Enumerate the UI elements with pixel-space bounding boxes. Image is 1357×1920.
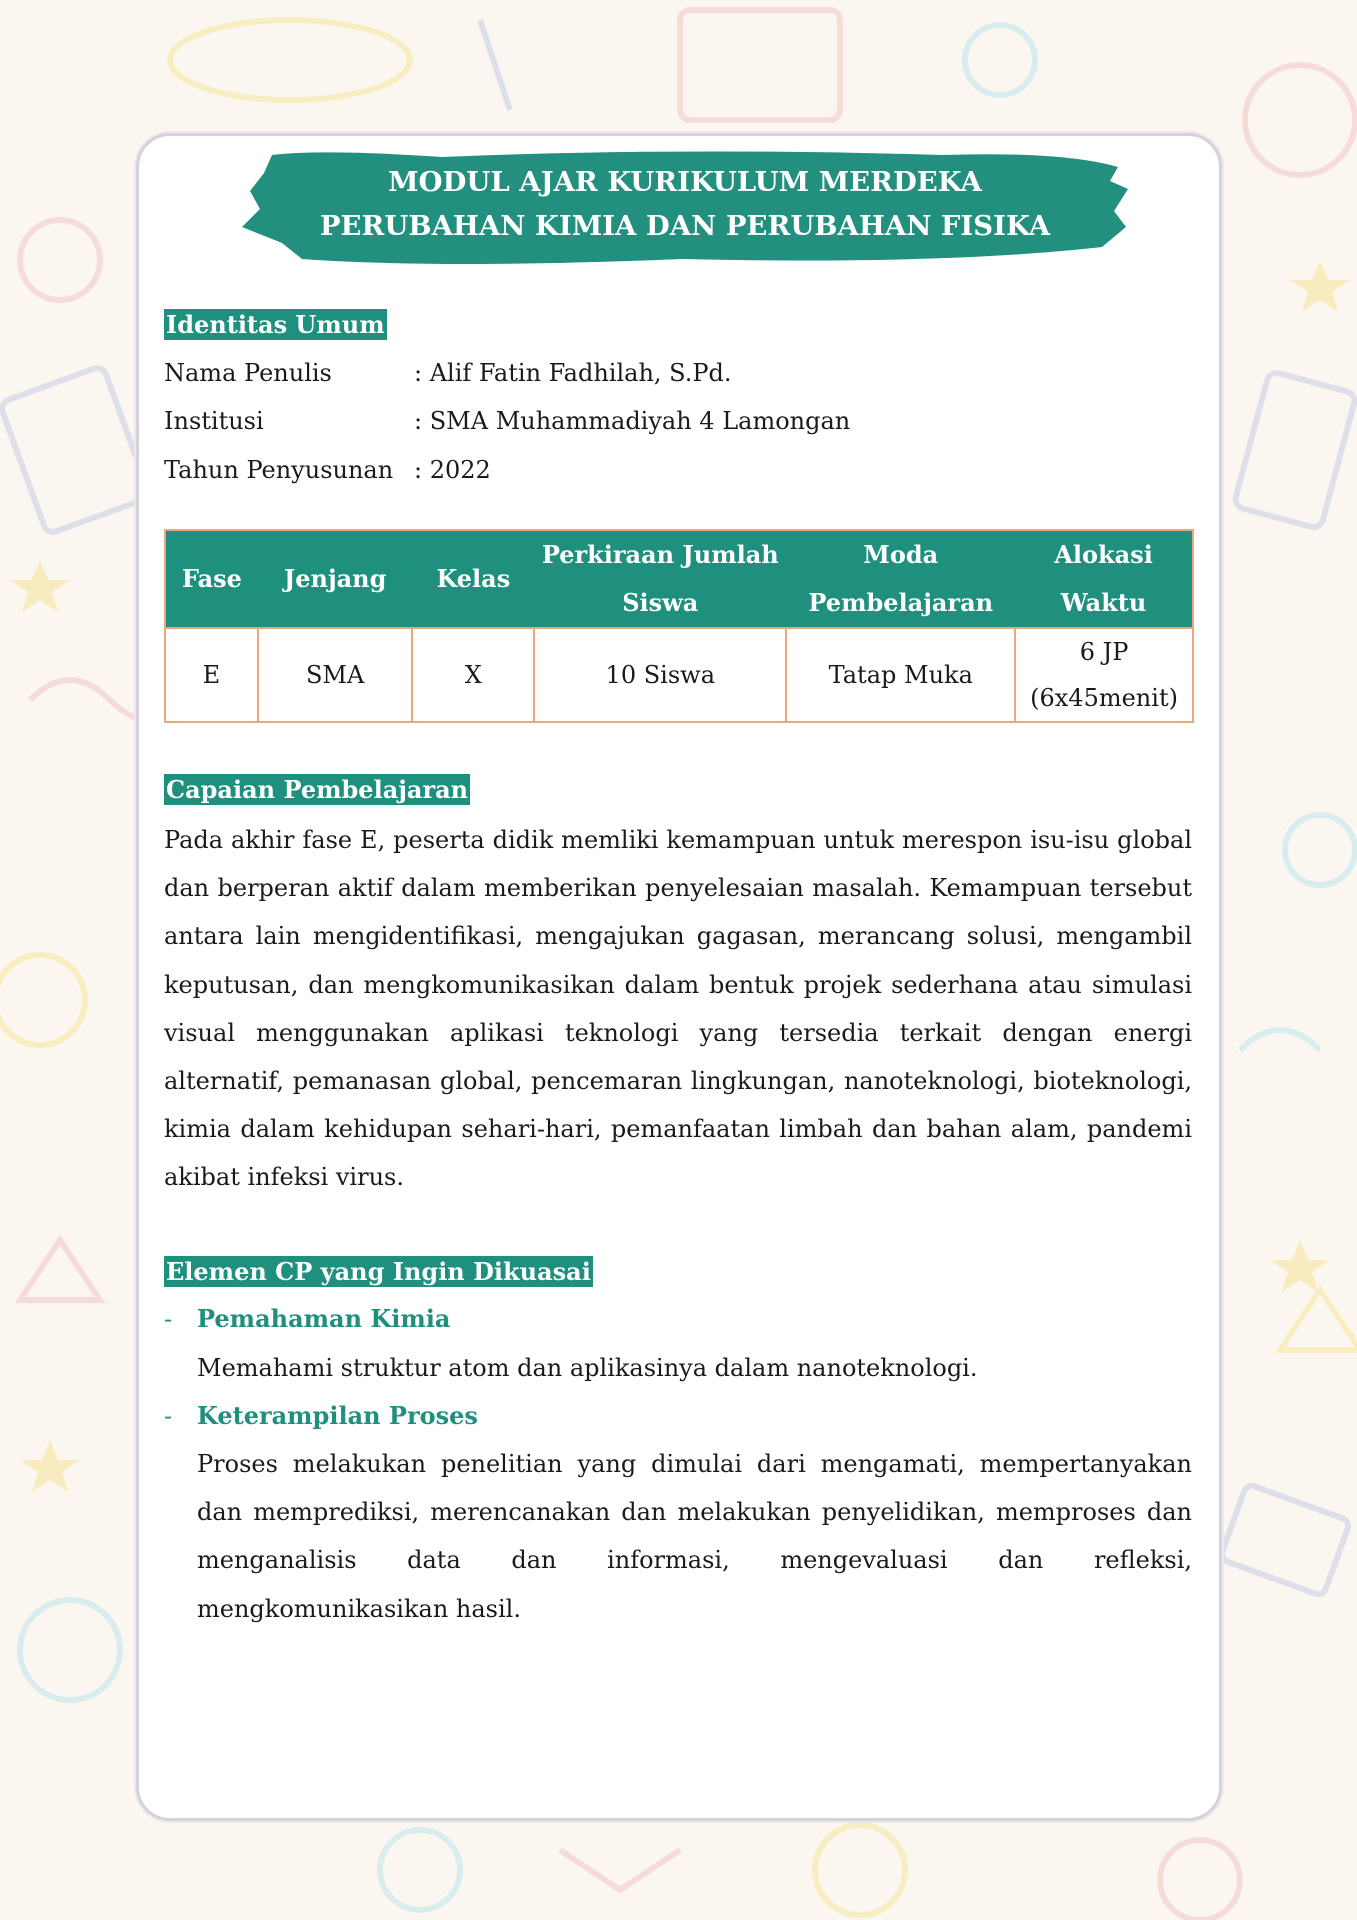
bullet-text-keterampilan-proses: Proses melakukan penelitian yang dimulai dari mengamati, mempertanyakan dan memprediksi, merencanakan dan melakukan penyelidikan, memproses dan menganalisis data dan informasi, mengevaluasi dan refleksi, mengkomunikasikan hasil. bbox=[197, 1450, 1192, 1623]
cell-jumlah-siswa: 10 Siswa bbox=[534, 628, 786, 722]
table-row bbox=[165, 628, 1193, 722]
title-line-1: MODUL AJAR KURIKULUM MERDEKA bbox=[388, 166, 982, 198]
identitas-heading: Identitas Umum bbox=[166, 310, 385, 339]
value-tahun-penyusunan: : 2022 bbox=[414, 456, 491, 484]
label-nama-penulis: Nama Penulis bbox=[164, 359, 332, 387]
capaian-paragraph: Pada akhir fase E, peserta didik memliki kemampuan untuk merespon isu-isu global dan berperan aktif dalam memberikan penyelesaian masalah. Kemampuan tersebut antara lain mengidentifikasi, mengajukan gagasan, merancang solusi, mengambil keputusan, dan mengkomunikasikan dalam bentuk projek sederhana atau simulasi visual menggunakan aplikasi teknologi yang tersedia terkait dengan energi alternatif, pemanasan global, pencemaran lingkungan, nanoteknologi, bioteknologi, kimia dalam kehidupan sehari-hari, pemanfaatan limbah dan bahan alam, pandemi akibat infeksi virus. bbox=[164, 826, 1192, 1192]
capaian-heading: Capaian Pembelajaran bbox=[166, 775, 469, 804]
label-tahun-penyusunan: Tahun Penyusunan bbox=[164, 456, 394, 484]
cell-alokasi: 6 JP (6x45menit) bbox=[1015, 628, 1193, 722]
cell-jenjang: SMA bbox=[258, 628, 413, 722]
cell-moda: Tatap Muka bbox=[786, 628, 1015, 722]
module-info-table bbox=[164, 529, 1194, 723]
elemen-heading: Elemen CP yang Ingin Dikuasai bbox=[166, 1257, 591, 1286]
header-jenjang: Jenjang bbox=[258, 530, 413, 628]
cell-kelas: X bbox=[412, 628, 534, 722]
bullet-title-keterampilan-proses: Keterampilan Proses bbox=[197, 1401, 478, 1430]
document-title bbox=[242, 160, 1128, 248]
header-fase: Fase bbox=[165, 530, 258, 628]
title-line-2: PERUBAHAN KIMIA DAN PERUBAHAN FISIKA bbox=[319, 210, 1051, 242]
header-moda: Moda Pembelajaran bbox=[786, 530, 1015, 628]
header-jumlah-siswa: Perkiraan Jumlah Siswa bbox=[534, 530, 786, 628]
header-kelas: Kelas bbox=[412, 530, 534, 628]
value-nama-penulis: : Alif Fatin Fadhilah, S.Pd. bbox=[414, 359, 732, 387]
label-institusi: Institusi bbox=[164, 407, 264, 435]
bullet-text-pemahaman-kimia: Memahami struktur atom dan aplikasinya dalam nanoteknologi. bbox=[197, 1354, 978, 1382]
cell-fase: E bbox=[165, 628, 258, 722]
bullet-title-pemahaman-kimia: Pemahaman Kimia bbox=[197, 1304, 451, 1333]
table-header-row bbox=[165, 530, 1193, 628]
value-institusi: : SMA Muhammadiyah 4 Lamongan bbox=[414, 407, 851, 435]
bullet-dash: - bbox=[164, 1402, 173, 1430]
bullet-dash: - bbox=[164, 1305, 173, 1333]
header-alokasi: Alokasi Waktu bbox=[1015, 530, 1193, 628]
